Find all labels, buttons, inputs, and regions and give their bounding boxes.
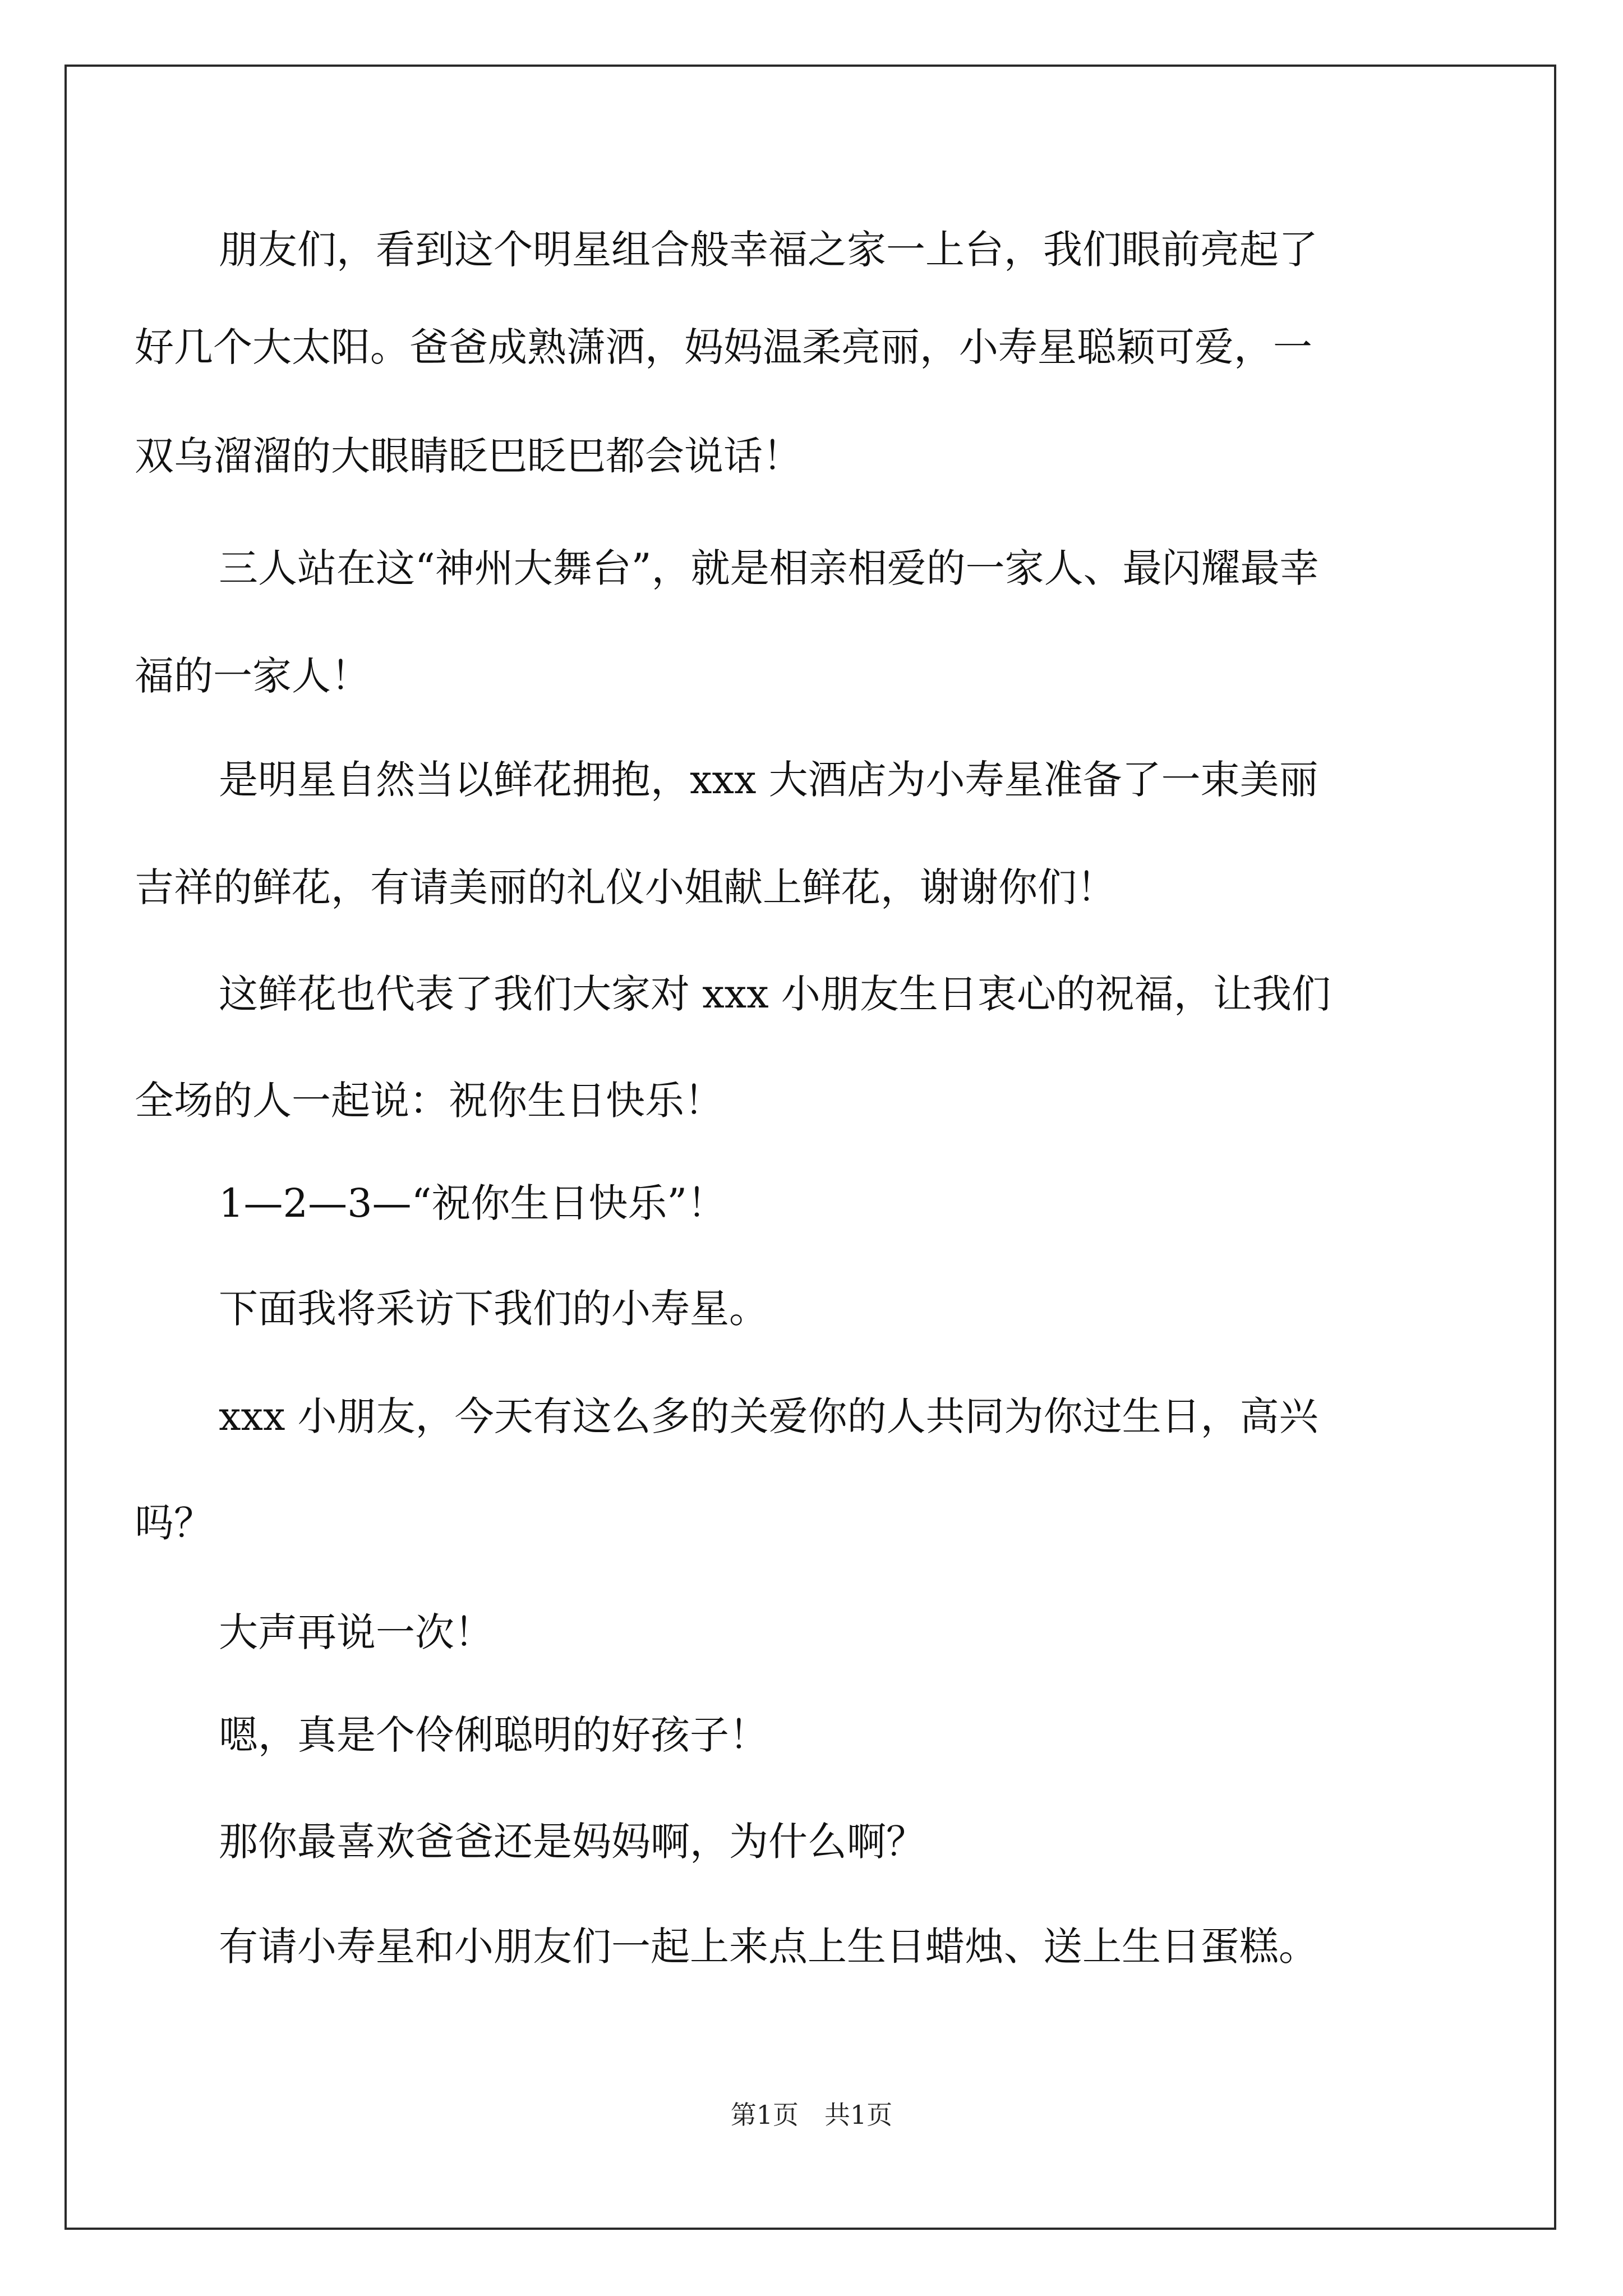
paragraph-2-line-1: 三人站在这“神州大舞台”，就是相亲相爱的一家人、最闪耀最幸 [219, 545, 1319, 591]
paragraph-1-line-2: 好几个大太阳。爸爸成熟潇洒，妈妈温柔亮丽，小寿星聪颖可爱，一 [135, 324, 1312, 370]
paragraph-2-line-2: 福的一家人！ [135, 653, 370, 699]
paragraph-3-line-2: 吉祥的鲜花，有请美丽的礼仪小姐献上鲜花，谢谢你们！ [135, 864, 1116, 910]
paragraph-11: 有请小寿星和小朋友们一起上来点上生日蜡烛、送上生日蛋糕。 [219, 1924, 1318, 1970]
paragraph-7-line-1: xxx 小朋友，今天有这么多的关爱你的人共同为你过生日，高兴 [219, 1393, 1318, 1439]
paragraph-4-line-2: 全场的人一起说：祝你生日快乐！ [135, 1078, 723, 1124]
paragraph-4-line-1: 这鲜花也代表了我们大家对 xxx 小朋友生日衷心的祝福，让我们 [219, 971, 1331, 1017]
paragraph-9: 嗯，真是个伶俐聪明的好孩子！ [219, 1712, 768, 1758]
paragraph-7-line-2: 吗？ [135, 1500, 213, 1546]
paragraph-1-line-3: 双乌溜溜的大眼睛眨巴眨巴都会说话！ [135, 433, 802, 479]
paragraph-1-line-1: 朋友们，看到这个明星组合般幸福之家一上台，我们眼前亮起了 [219, 227, 1318, 273]
page-border [64, 65, 1556, 2230]
paragraph-3-line-1: 是明星自然当以鲜花拥抱，xxx 大酒店为小寿星准备了一束美丽 [219, 757, 1318, 803]
paragraph-5: 1—2—3—“祝你生日快乐”！ [219, 1180, 727, 1226]
page-number-footer: 第1页 共1页 [730, 2100, 893, 2130]
paragraph-6: 下面我将采访下我们的小寿星。 [219, 1286, 768, 1332]
paragraph-10: 那你最喜欢爸爸还是妈妈啊，为什么啊？ [219, 1819, 925, 1865]
paragraph-8: 大声再说一次！ [219, 1609, 494, 1655]
